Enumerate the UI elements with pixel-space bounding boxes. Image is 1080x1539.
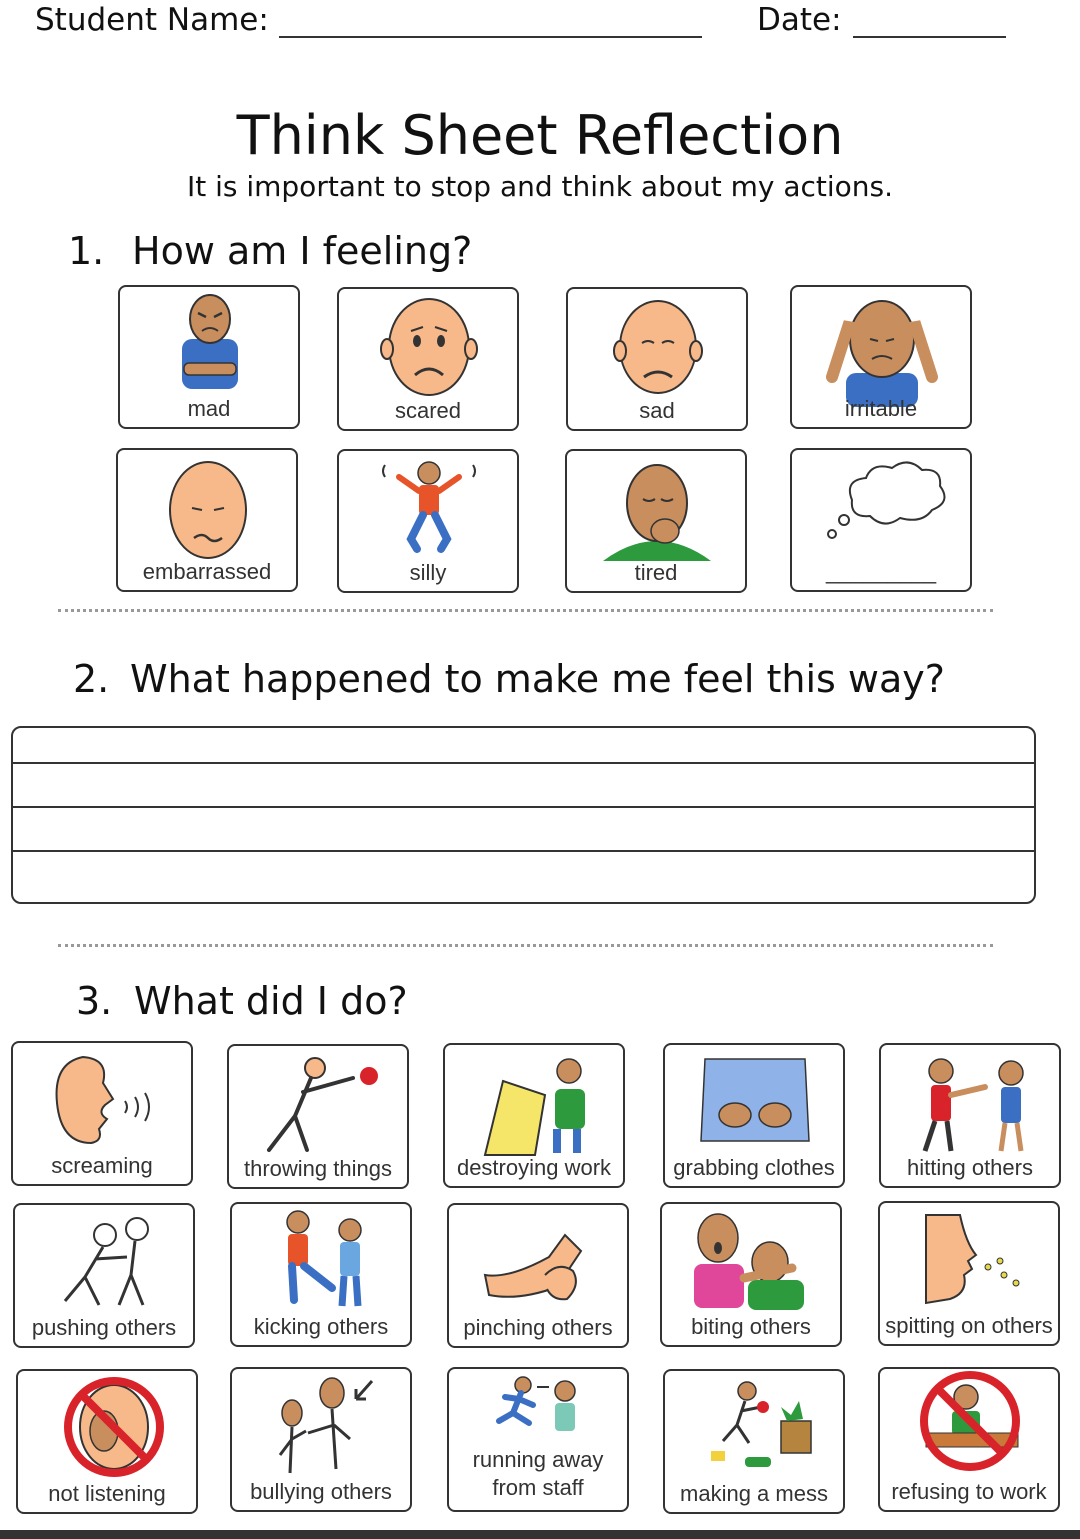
question-1-number: 1.	[68, 229, 105, 273]
action-card-hitting-others[interactable]	[879, 1043, 1061, 1188]
date-label: Date:	[757, 2, 842, 38]
feeling-card-scared[interactable]	[337, 287, 519, 431]
action-card-grabbing-clothes[interactable]	[663, 1043, 845, 1188]
action-card-throwing-things[interactable]	[227, 1044, 409, 1189]
answer-box[interactable]	[11, 726, 1036, 904]
sad-icon	[568, 289, 748, 409]
action-label: throwing things	[244, 1156, 392, 1181]
action-label: grabbing clothes	[673, 1155, 835, 1180]
kicking-icon	[232, 1204, 412, 1319]
pinching-icon	[449, 1205, 629, 1320]
action-card-kicking-others[interactable]	[230, 1202, 412, 1347]
action-card-bullying-others[interactable]	[230, 1367, 412, 1512]
irritable-icon	[792, 287, 972, 407]
question-3-number: 3.	[76, 979, 113, 1023]
feeling-label: tired	[634, 560, 678, 585]
action-label: destroying work	[456, 1155, 612, 1180]
not-listening-icon	[18, 1371, 198, 1486]
feeling-label: scared	[394, 398, 462, 423]
grabbing-clothes-icon	[665, 1045, 845, 1160]
embarrassed-icon	[118, 450, 298, 570]
destroying-work-icon	[445, 1045, 625, 1160]
section-divider	[58, 609, 993, 612]
action-label: kicking others	[253, 1314, 389, 1339]
answer-line	[13, 762, 1034, 764]
action-label: refusing to work	[891, 1479, 1047, 1504]
throwing-icon	[229, 1046, 409, 1161]
feeling-label: sad	[639, 398, 675, 423]
thought-bubble-icon	[792, 450, 972, 570]
feeling-label: irritable	[844, 396, 918, 421]
action-card-spitting-on-others[interactable]	[878, 1201, 1060, 1346]
screaming-icon	[13, 1043, 193, 1158]
bullying-icon	[232, 1369, 412, 1484]
question-2-number: 2.	[73, 657, 110, 701]
action-card-biting-others[interactable]	[660, 1202, 842, 1347]
date-field[interactable]	[853, 36, 1006, 38]
action-card-screaming[interactable]	[11, 1041, 193, 1186]
action-card-pushing-others[interactable]	[13, 1203, 195, 1348]
student-name-field[interactable]	[279, 36, 702, 38]
making-a-mess-icon	[665, 1371, 845, 1486]
action-card-running-away-from-staff[interactable]	[447, 1367, 629, 1512]
biting-icon	[662, 1204, 842, 1319]
question-2-text: What happened to make me feel this way?	[130, 657, 945, 701]
action-label: screaming	[51, 1153, 153, 1178]
question-1-text: How am I feeling?	[132, 229, 473, 273]
page-subtitle: It is important to stop and think about my actions.	[186, 170, 894, 203]
feeling-card-sad[interactable]	[566, 287, 748, 431]
tired-icon	[567, 451, 747, 571]
action-label: making a mess	[680, 1481, 828, 1506]
refusing-to-work-icon	[880, 1369, 1060, 1484]
action-card-destroying-work[interactable]	[443, 1043, 625, 1188]
action-card-making-a-mess[interactable]	[663, 1369, 845, 1514]
hitting-icon	[881, 1045, 1061, 1160]
action-label: pinching others	[463, 1315, 613, 1340]
feeling-card-irritable[interactable]	[790, 285, 972, 429]
action-label: bullying others	[250, 1479, 392, 1504]
feeling-card-tired[interactable]	[565, 449, 747, 593]
answer-line	[13, 850, 1034, 852]
page-title: Think Sheet Reflection	[236, 104, 844, 167]
mad-icon	[120, 287, 300, 407]
action-label: pushing others	[31, 1315, 177, 1340]
bottom-border	[0, 1530, 1080, 1539]
feeling-label: mad	[187, 396, 231, 421]
student-name-label: Student Name:	[35, 2, 269, 38]
feeling-label: embarrassed	[142, 559, 272, 584]
action-label: running away from staff	[472, 1447, 604, 1500]
action-label: biting others	[691, 1314, 811, 1339]
action-card-pinching-others[interactable]	[447, 1203, 629, 1348]
feeling-card-mad[interactable]	[118, 285, 300, 429]
section-divider	[58, 944, 993, 947]
feeling-card-embarrassed[interactable]	[116, 448, 298, 592]
action-card-refusing-to-work[interactable]	[878, 1367, 1060, 1512]
spitting-icon	[880, 1203, 1060, 1318]
feeling-card-silly[interactable]	[337, 449, 519, 593]
question-3-text: What did I do?	[134, 979, 408, 1023]
feeling-card-other[interactable]	[790, 448, 972, 592]
action-card-not-listening[interactable]	[16, 1369, 198, 1514]
action-label: spitting on others	[885, 1313, 1053, 1338]
silly-icon	[339, 451, 519, 571]
answer-line	[13, 806, 1034, 808]
action-label: hitting others	[907, 1155, 1033, 1180]
scared-icon	[339, 289, 519, 409]
feeling-label: silly	[409, 560, 447, 585]
pushing-icon	[15, 1205, 195, 1320]
action-label: not listening	[48, 1481, 166, 1506]
feeling-label-blank: _________	[825, 559, 937, 584]
